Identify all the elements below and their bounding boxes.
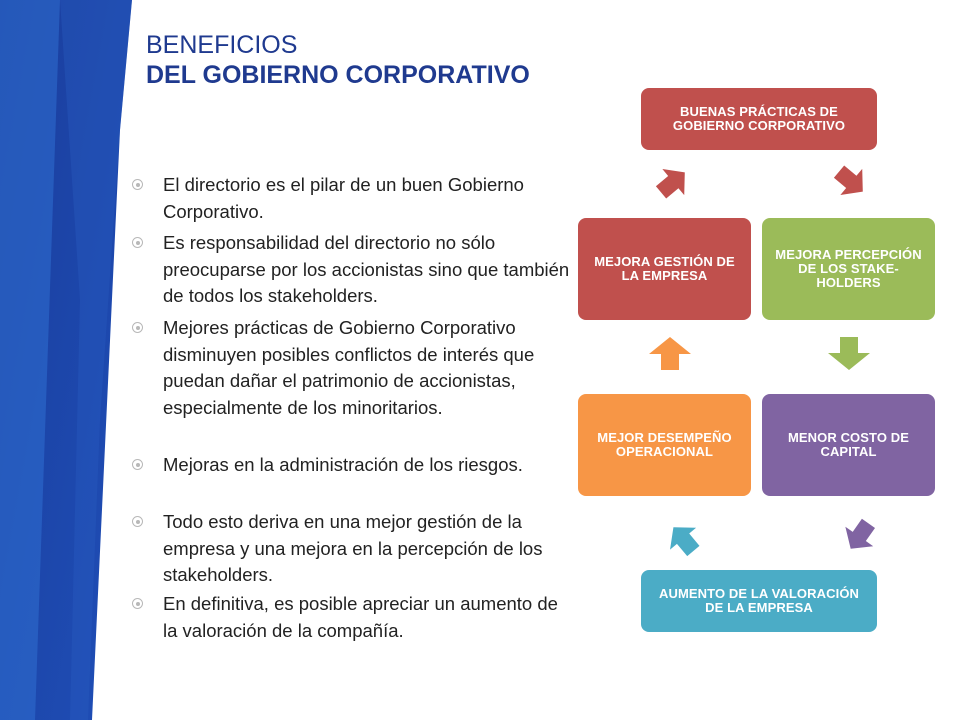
- cycle-box-mejora-percepcion: MEJORA PERCEPCIÓN DE LOS STAKE-HOLDERS: [762, 218, 935, 320]
- list-item: El directorio es el pilar de un buen Gobierno Corporativo.: [132, 172, 572, 225]
- cycle-box-mejora-gestion: MEJORA GESTIÓN DE LA EMPRESA: [578, 218, 751, 320]
- bullet-icon: [132, 598, 143, 609]
- arrow-gestion-to-buenas: [650, 159, 696, 205]
- page-title: [146, 30, 530, 90]
- bullet-icon: [132, 237, 143, 248]
- left-decorative-band: [0, 0, 140, 720]
- list-item: Todo esto deriva en una mejor gestión de la empresa y una mejora en la percepción de los stakeholders.: [132, 509, 572, 589]
- bullet-icon: [132, 459, 143, 470]
- title-line-2: DEL GOBIERNO CORPORATIVO: [146, 61, 530, 89]
- bullet-icon: [132, 516, 143, 527]
- arrow-aumento-to-desempeno: [660, 516, 706, 562]
- list-item: Es responsabilidad del directorio no sólo preocuparse por los accionistas sino que también de todos los stakeholders.: [132, 230, 572, 310]
- title-line-1: BENEFICIOS: [146, 31, 298, 59]
- cycle-box-menor-costo: MENOR COSTO DE CAPITAL: [762, 394, 935, 496]
- cycle-box-mejor-desempeno: MEJOR DESEMPEÑO OPERACIONAL: [578, 394, 751, 496]
- list-item: Mejores prácticas de Gobierno Corporativo disminuyen posibles conflictos de interés que puedan dañar el patrimonio de accionistas, especialmente de los minoritarios.: [132, 315, 572, 421]
- cycle-box-aumento-valoracion: AUMENTO DE LA VALORACIÓN DE LA EMPRESA: [641, 570, 877, 632]
- arrow-desempeno-to-gestion: [649, 337, 691, 370]
- arrow-costo-to-aumento: [837, 514, 883, 559]
- bullet-icon: [132, 322, 143, 333]
- arrow-buenas-to-percepcion: [828, 159, 874, 205]
- list-item: Mejoras en la administración de los riesgos.: [132, 452, 572, 479]
- cycle-box-buenas-practicas: BUENAS PRÁCTICAS DE GOBIERNO CORPORATIVO: [641, 88, 877, 150]
- arrow-percepcion-to-costo: [828, 337, 870, 370]
- list-item: En definitiva, es posible apreciar un aumento de la valoración de la compañía.: [132, 591, 572, 644]
- bullet-icon: [132, 179, 143, 190]
